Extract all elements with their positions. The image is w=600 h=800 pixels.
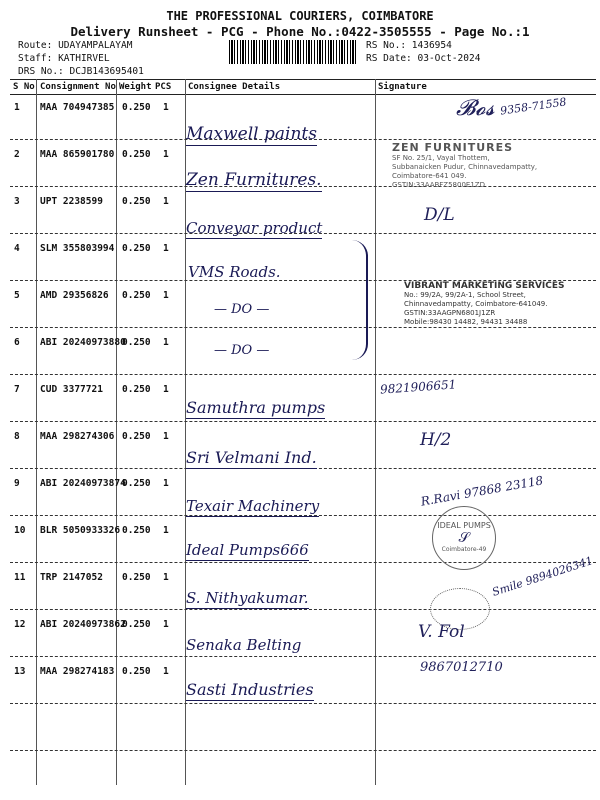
rs-no-value: 1436954 bbox=[411, 40, 452, 51]
rs-date-value: 03-Oct-2024 bbox=[417, 53, 481, 64]
row-weight: 0.250 bbox=[122, 572, 151, 583]
barcode bbox=[229, 40, 357, 64]
row-separator bbox=[10, 703, 596, 704]
consignee-handwriting: — DO — bbox=[214, 343, 270, 358]
row-consignment: SLM 355803994 bbox=[40, 243, 115, 254]
row-pcs: 1 bbox=[163, 243, 169, 254]
row-sno: 7 bbox=[14, 384, 20, 395]
row-sno: 5 bbox=[14, 290, 20, 301]
row-weight: 0.250 bbox=[122, 525, 151, 536]
staff-line bbox=[18, 53, 110, 64]
staff-value: KATHIRVEL bbox=[58, 53, 110, 64]
row-pcs: 1 bbox=[163, 290, 169, 301]
row-pcs: 1 bbox=[163, 525, 169, 536]
row-weight: 0.250 bbox=[122, 290, 151, 301]
consignee-handwriting: Texair Machinery bbox=[186, 497, 320, 515]
row-weight: 0.250 bbox=[122, 478, 151, 489]
row-consignment: MAA 865901780 bbox=[40, 149, 115, 160]
vibrant-marketing-stamp: VIBRANT MARKETING SERVICES No.: 99/2A, 99/2A-1, School Street, Chinnavedampatty, Coimbatore-641049. GSTIN:33AAGPN6801J1ZR Mobile:98430 14482, 94431 34488 bbox=[404, 281, 565, 326]
row-consignment: BLR 5050933326 bbox=[40, 525, 121, 536]
drs-value: DCJB143695401 bbox=[69, 66, 144, 77]
rs-no-line bbox=[366, 40, 452, 51]
drs-line bbox=[18, 66, 144, 77]
row-consignment: TRP 2147052 bbox=[40, 572, 103, 583]
signature-phone: Smile 9894026341 bbox=[490, 554, 595, 599]
row-consignment: UPT 2238599 bbox=[40, 196, 103, 207]
row-pcs: 1 bbox=[163, 572, 169, 583]
row-separator bbox=[10, 609, 596, 610]
row-consignment: ABI 20240973880 bbox=[40, 337, 126, 348]
handwritten-brace bbox=[352, 240, 368, 360]
consignee-handwriting: — DO — bbox=[214, 302, 270, 317]
signature-scribble: H/2 bbox=[420, 430, 452, 450]
consignee-handwriting: Maxwell paints bbox=[186, 124, 317, 144]
signature-phone: R.Ravi 97868 23118 bbox=[419, 473, 545, 509]
row-weight: 0.250 bbox=[122, 196, 151, 207]
row-consignment: MAA 704947385 bbox=[40, 102, 115, 113]
row-pcs: 1 bbox=[163, 196, 169, 207]
row-consignment: AMD 29356826 bbox=[40, 290, 109, 301]
row-sno: 6 bbox=[14, 337, 20, 348]
rs-date-line bbox=[366, 53, 480, 64]
table-top-rule bbox=[10, 79, 596, 80]
signature-dl: D/L bbox=[424, 205, 455, 225]
consignee-handwriting: Samuthra pumps bbox=[186, 398, 326, 417]
row-separator bbox=[10, 374, 596, 375]
col-header-consignment: Consignment No bbox=[40, 82, 116, 92]
consignee-handwriting: Sri Velmani Ind. bbox=[186, 448, 317, 467]
rs-date-label: RS Date: bbox=[366, 53, 412, 64]
row-weight: 0.250 bbox=[122, 243, 151, 254]
consignee-handwriting: Ideal Pumps666 bbox=[186, 541, 309, 559]
row-sno: 12 bbox=[14, 619, 26, 630]
row-consignment: CUD 3377721 bbox=[40, 384, 103, 395]
route-line bbox=[18, 40, 132, 51]
consignee-handwriting: Sasti Industries bbox=[186, 680, 314, 699]
signature-scribble: V. Fol bbox=[418, 622, 465, 642]
row-sno: 4 bbox=[14, 243, 20, 254]
row-pcs: 1 bbox=[163, 431, 169, 442]
zen-furnitures-stamp: ZEN FURNITURES SF No. 25/1, Vayal Thottem, Subbanaicken Pudur, Chinnavedampatty, Coimbatore-641 049. GSTIN:33AABFZ5800E1ZD bbox=[392, 141, 538, 189]
row-consignment: ABI 20240973874 bbox=[40, 478, 126, 489]
col-header-sno: S No bbox=[13, 82, 35, 92]
row-weight: 0.250 bbox=[122, 149, 151, 160]
consignee-handwriting: Senaka Belting bbox=[186, 636, 302, 654]
rs-no-label: RS No.: bbox=[366, 40, 407, 51]
row-pcs: 1 bbox=[163, 666, 169, 677]
row-pcs: 1 bbox=[163, 478, 169, 489]
col-header-pcs: PCS bbox=[155, 82, 172, 92]
col-header-signature: Signature bbox=[378, 82, 427, 92]
row-weight: 0.250 bbox=[122, 384, 151, 395]
route-value: UDAYAMPALAYAM bbox=[58, 40, 133, 51]
consignee-handwriting: Conveyar product bbox=[186, 219, 323, 237]
consignee-handwriting: S. Nithyakumar. bbox=[186, 589, 309, 607]
row-pcs: 1 bbox=[163, 337, 169, 348]
row-weight: 0.250 bbox=[122, 102, 151, 113]
col-divider bbox=[116, 79, 117, 785]
consignee-handwriting: Zen Furnitures. bbox=[186, 170, 322, 190]
drs-label: DRS No.: bbox=[18, 66, 64, 77]
row-separator bbox=[10, 421, 596, 422]
row-pcs: 1 bbox=[163, 149, 169, 160]
signature-scribble: 𝓑𝓸𝓼 bbox=[456, 96, 495, 121]
row-sno: 9 bbox=[14, 478, 20, 489]
col-header-consignee: Consignee Details bbox=[188, 82, 281, 92]
row-sno: 8 bbox=[14, 431, 20, 442]
route-label: Route: bbox=[18, 40, 53, 51]
consignee-handwriting: VMS Roads. bbox=[188, 263, 281, 281]
signature-scribble: 𝒮 bbox=[458, 530, 470, 546]
row-sno: 13 bbox=[14, 666, 26, 677]
row-sno: 1 bbox=[14, 102, 20, 113]
row-weight: 0.250 bbox=[122, 337, 151, 348]
row-consignment: MAA 298274183 bbox=[40, 666, 115, 677]
row-sno: 10 bbox=[14, 525, 26, 536]
row-sno: 2 bbox=[14, 149, 20, 160]
header-bottom-rule bbox=[10, 94, 596, 95]
row-weight: 0.250 bbox=[122, 431, 151, 442]
col-header-weight: Weight bbox=[119, 82, 152, 92]
row-pcs: 1 bbox=[163, 102, 169, 113]
row-separator bbox=[10, 327, 596, 328]
col-divider bbox=[375, 79, 376, 785]
ideal-pumps-seal: IDEAL PUMPS 𝒮 Coimbatore-49 bbox=[432, 506, 496, 570]
row-separator bbox=[10, 656, 596, 657]
row-pcs: 1 bbox=[163, 384, 169, 395]
runsheet-title: Delivery Runsheet - PCG - Phone No.:0422-3505555 - Page No.:1 bbox=[70, 24, 530, 39]
row-separator bbox=[10, 562, 596, 563]
row-sno: 11 bbox=[14, 572, 26, 583]
company-title: THE PROFESSIONAL COURIERS, COIMBATORE bbox=[166, 9, 434, 23]
row-consignment: MAA 298274306 bbox=[40, 431, 115, 442]
stamp-name: VIBRANT MARKETING SERVICES bbox=[404, 281, 565, 291]
row-weight: 0.250 bbox=[122, 666, 151, 677]
row-separator bbox=[10, 750, 596, 751]
staff-label: Staff: bbox=[18, 53, 53, 64]
row-weight: 0.250 bbox=[122, 619, 151, 630]
signature-phone: 9358-71558 bbox=[499, 95, 568, 118]
signature-phone: 9867012710 bbox=[420, 660, 503, 675]
col-divider bbox=[36, 79, 37, 785]
row-consignment: ABI 20240973862 bbox=[40, 619, 126, 630]
signature-phone: 9821906651 bbox=[379, 377, 457, 397]
stamp-name: ZEN FURNITURES bbox=[392, 141, 514, 154]
row-sno: 3 bbox=[14, 196, 20, 207]
row-pcs: 1 bbox=[163, 619, 169, 630]
